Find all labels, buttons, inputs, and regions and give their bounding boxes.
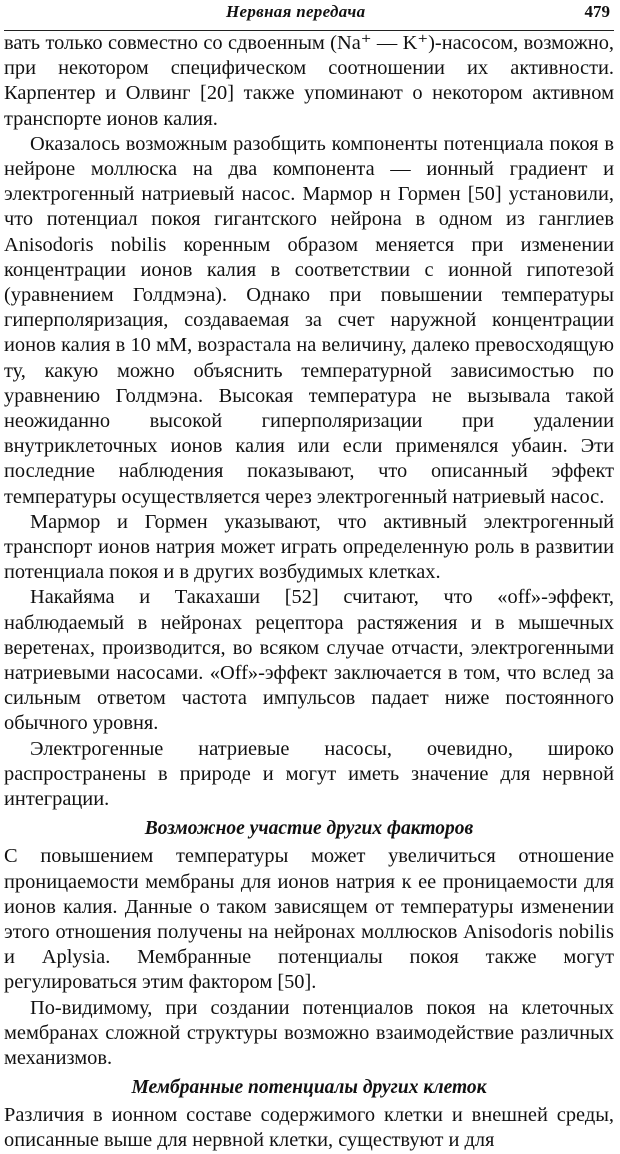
section-heading: Мембранные потенциалы других клеток bbox=[131, 1077, 487, 1099]
paragraph: Электрогенные натриевые насосы, очевидно, широко распространены в природе и могут иметь значение для нервной интеграции. bbox=[4, 737, 614, 811]
paragraph: вать только совместно со сдвоенным (Na⁺ — K⁺)-насосом, возможно, при некотором специфическом соотношении их активности. Карпентер и Олвинг [20] также упоминают о некотором активном транспорте ионов калия. bbox=[4, 32, 614, 130]
page-number: 479 bbox=[584, 2, 610, 21]
paragraph: По-видимому, при создании потенциалов покоя на клеточных мембранах сложной структуры возможно взаимодействие различных механизмов. bbox=[4, 996, 614, 1069]
paragraph: Оказалось возможным разобщить компоненты потенциала покоя в нейроне моллюска на два компонента — ионный градиент и электрогенный натриевый насос. Мармор н Гормен [50] установили, что потенциал покоя гигантского нейрона в одном из ганглиев Anisodoris nobilis коренным образом меняется при изменении концентрации ионов калия в соответствии с ионной гипотезой (уравнением Голдмэна). Однако при повышении температуры гиперполяризация, создаваемая за счет наружной концентрации ионов калия в 10 мМ, возрастала на величину, далеко превосходящую ту, какую можно объяснить температурной зависимостью по уравнению Голдмэна. Высокая температура не вызывала такой неожиданно высокой гиперполяризации при удалении внутриклеточных ионов калия или если применялся убаин. Эти последние наблюдения показывают, что описанный эффект температуры осуществляется через электрогенный натриевый насос. bbox=[4, 132, 614, 508]
paragraph: Мармор и Гормен указывают, что активный электрогенный транспорт ионов натрия может играть определенную роль в развитии потенциала покоя и в других возбудимых клетках. bbox=[4, 510, 614, 584]
paragraph: Различия в ионном составе содержимого клетки и внешней среды, описанные выше для нервной клетки, существуют и для bbox=[4, 1104, 614, 1152]
paragraph: С повышением температуры может увеличиться отношение проницаемости мембраны для ионов натрия к ее проницаемости для ионов калия. Данные о таком зависящем от температуры изменении этого отношения получены на нейронах моллюсков Anisodoris nobilis и Aplysia. Мембранные потенциалы покоя также могут регулироваться этим фактором [50]. bbox=[4, 845, 614, 994]
paragraph: Накайяма и Такахаши [52] считают, что «off»-эффект, наблюдаемый в нейронах рецептора растяжения и в мышечных веретенах, производится, во всяком случае отчасти, электрогенными натриевыми насосами. «Off»-эффект заключается в том, что вслед за сильным ответом частота импульсов падает ниже постоянного обычного уровня. bbox=[4, 586, 614, 735]
section-heading: Возможное участие других факторов bbox=[144, 818, 474, 840]
page-header bbox=[4, 0, 614, 31]
page-body bbox=[4, 31, 614, 1154]
running-title: Нервная передача bbox=[226, 2, 366, 21]
